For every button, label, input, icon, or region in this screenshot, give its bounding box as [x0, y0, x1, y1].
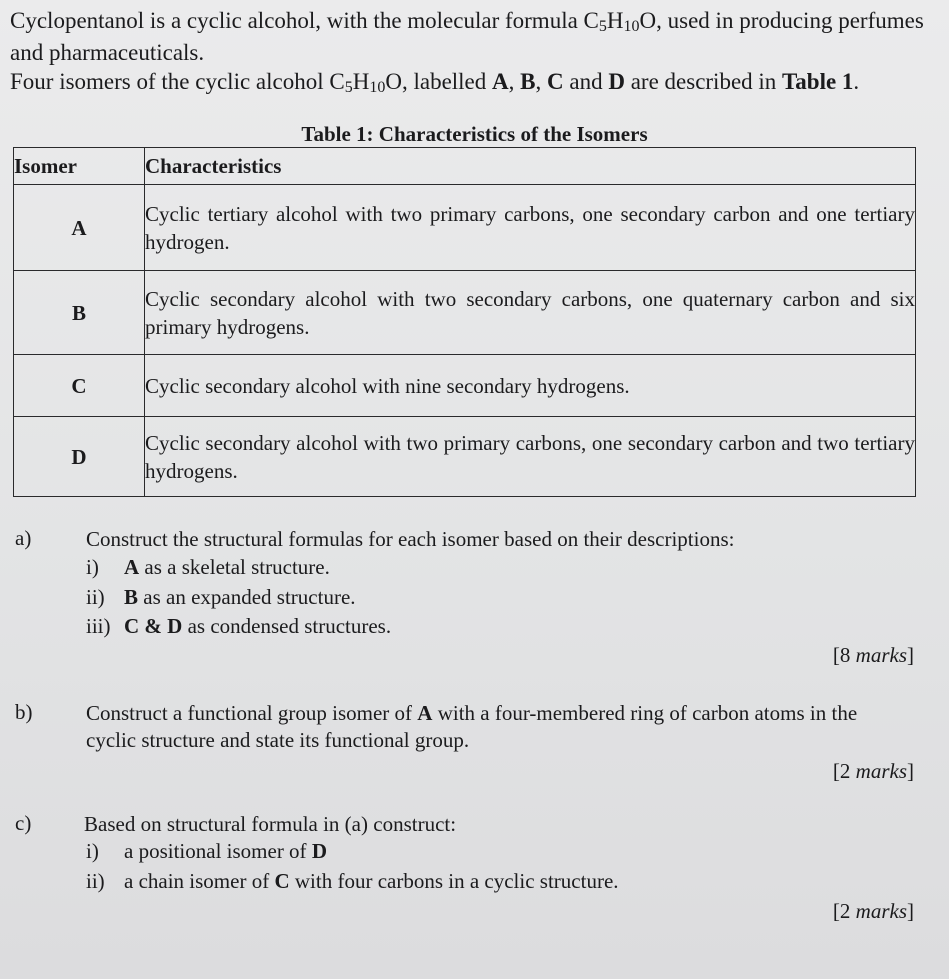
- list-item: ii) B as an expanded structure.: [86, 584, 356, 609]
- isomer-characteristics: Cyclic secondary alcohol with nine secondary hydrogens.: [145, 355, 916, 417]
- list-item: iii) C & D as condensed structures.: [86, 614, 392, 638]
- question-b-text: Construct a functional group isomer of A with a four-membered ring of carbon atoms in the cyclic structure and state its functional group.: [86, 701, 858, 752]
- question-c-text: Based on structural formula in (a) construct:: [84, 812, 457, 836]
- marks-b: [2 marks]: [832, 759, 914, 783]
- isomer-label: B: [14, 271, 145, 355]
- list-item: i) A as a skeletal structure.: [86, 555, 330, 579]
- marks-c: [2 marks]: [832, 899, 914, 923]
- isomer-characteristics: Cyclic tertiary alcohol with two primary carbons, one secondary carbon and one tertiary hydrogen.: [145, 185, 916, 271]
- table-title: Table 1: Characteristics of the Isomers: [301, 122, 648, 146]
- question-a-label: a): [15, 526, 32, 550]
- list-item: ii) a chain isomer of C with four carbons in a cyclic structure.: [86, 868, 619, 893]
- isomer-label: A: [14, 185, 145, 271]
- isomer-characteristics: Cyclic secondary alcohol with two primary carbons, one secondary carbon and two tertiary hydrogens.: [145, 417, 916, 497]
- question-b-label: b): [15, 700, 33, 724]
- question-a-parts: [86, 553, 391, 642]
- isomer-label: C: [14, 355, 145, 417]
- isomer-characteristics: Cyclic secondary alcohol with two secondary carbons, one quaternary carbon and six primary hydrogens.: [145, 271, 916, 355]
- question-c-label: c): [15, 811, 32, 835]
- marks-a: [8 marks]: [832, 643, 914, 667]
- isomer-table: [13, 147, 916, 497]
- table-row: [14, 355, 916, 417]
- intro-text: [10, 6, 930, 99]
- table-row: [14, 185, 916, 271]
- intro-line-1: Cyclopentanol is a cyclic alcohol, with the molecular formula C5H10O, used in producing perfumes and pharmaceuticals.: [10, 8, 924, 65]
- header-characteristics: Characteristics: [145, 148, 916, 185]
- intro-line-2: Four isomers of the cyclic alcohol C5H10O, labelled A, B, C and D are described in Table 1.: [10, 69, 860, 96]
- isomer-label: D: [14, 417, 145, 497]
- table-header-row: [14, 148, 916, 185]
- table-row: [14, 271, 916, 355]
- question-c-parts: [86, 837, 619, 896]
- table-row: [14, 417, 916, 497]
- question-a-text: Construct the structural formulas for each isomer based on their descriptions:: [86, 527, 735, 551]
- list-item: i) a positional isomer of D: [86, 839, 327, 863]
- header-isomer: Isomer: [14, 148, 145, 185]
